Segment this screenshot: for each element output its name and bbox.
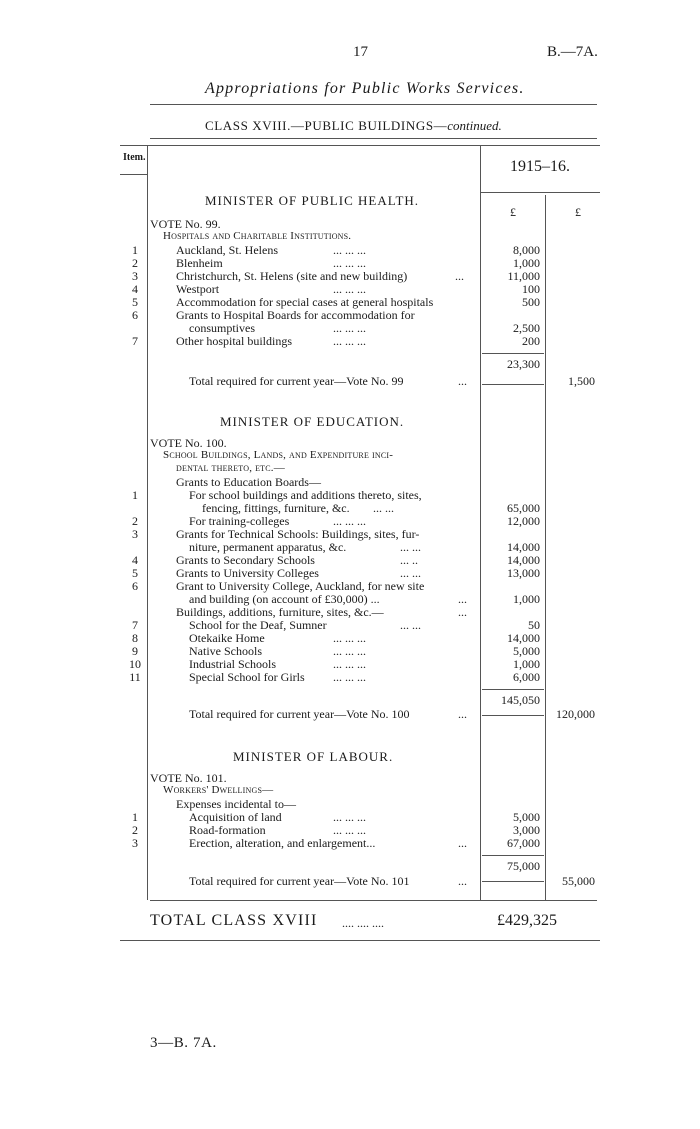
item-number: 3 xyxy=(132,269,138,283)
leader-dots: ... .. xyxy=(400,553,418,567)
section-title-labour: MINISTER OF LABOUR. xyxy=(233,749,394,764)
item-number: 4 xyxy=(132,282,138,296)
total-label-health: Total required for current year—Vote No. 99 xyxy=(189,374,404,388)
leader-dots: ... ... ... xyxy=(333,514,366,528)
year-header: 1915–16. xyxy=(510,158,570,175)
item-amount: 11,000 xyxy=(507,269,540,283)
leader-dots: ... ... xyxy=(400,618,421,632)
total-prev-health: 1,500 xyxy=(568,374,595,388)
item-number: 9 xyxy=(132,644,138,658)
section-title-health: MINISTER OF PUBLIC HEALTH. xyxy=(205,193,420,208)
item-amount: 14,000 xyxy=(507,540,540,554)
item-number: 2 xyxy=(132,823,138,837)
subtotal-labour: 75,000 xyxy=(507,859,540,873)
title-rule xyxy=(150,104,597,105)
subtotal-health: 23,300 xyxy=(507,357,540,371)
page-title: Appropriations for Public Works Services. xyxy=(205,80,525,97)
item-description: Otekaike Home xyxy=(189,631,265,645)
item-amount: 67,000 xyxy=(507,836,540,850)
leader-dots: ... ... xyxy=(373,501,394,515)
item-number: 3 xyxy=(132,836,138,850)
item-number: 4 xyxy=(132,553,138,567)
total-prev-education: 120,000 xyxy=(556,707,595,721)
leader-dots: ... ... ... xyxy=(333,644,366,658)
item-amount: 6,000 xyxy=(513,670,540,684)
leader-dots: ... ... xyxy=(400,566,421,580)
item-description: Accommodation for special cases at general hospitals xyxy=(176,295,434,309)
item-description: For school buildings and additions thereto, sites, xyxy=(189,488,422,502)
item-description: Other hospital buildings xyxy=(176,334,292,348)
year-header-rule xyxy=(480,192,600,193)
leader-dots: ... xyxy=(458,707,467,721)
item-description: Blenheim xyxy=(176,256,223,270)
subtotal-underline xyxy=(482,715,544,716)
item-number: 10 xyxy=(129,657,141,671)
section-title-education: MINISTER OF EDUCATION. xyxy=(220,414,405,429)
vote-100-heading: VOTE No. 100. xyxy=(150,436,227,450)
item-description: Buildings, additions, furniture, sites, &c.— xyxy=(176,605,384,619)
item-number: 2 xyxy=(132,514,138,528)
item-description: Grants to Hospital Boards for accommodation for xyxy=(176,308,415,322)
item-amount: 65,000 xyxy=(507,501,540,515)
leader-dots: ... ... ... xyxy=(333,657,366,671)
table-top-rule xyxy=(120,145,600,146)
grand-total-value: £429,325 xyxy=(497,912,557,929)
item-description: Native Schools xyxy=(189,644,262,658)
item-description: and building (on account of £30,000) ... xyxy=(189,592,380,606)
item-number: 6 xyxy=(132,579,138,593)
item-number: 7 xyxy=(132,334,138,348)
item-amount: 200 xyxy=(522,334,540,348)
item-number: 1 xyxy=(132,488,138,502)
subtotal-education: 145,050 xyxy=(501,693,540,707)
leader-dots: .... .... .... xyxy=(342,916,384,930)
item-description: Westport xyxy=(176,282,220,296)
item-description: Grant to University College, Auckland, for new site xyxy=(176,579,425,593)
total-label-education: Total required for current year—Vote No. 100 xyxy=(189,707,410,721)
item-amount: 13,000 xyxy=(507,566,540,580)
item-description: Christchurch, St. Helens (site and new building) xyxy=(176,269,408,283)
leader-dots: ... xyxy=(455,269,464,283)
item-description: Acquisition of land xyxy=(189,810,282,824)
leader-dots: ... ... ... xyxy=(333,631,366,645)
subtotal-rule xyxy=(482,353,544,354)
item-amount: 8,000 xyxy=(513,243,540,257)
item-amount: 12,000 xyxy=(507,514,540,528)
leader-dots: ... xyxy=(458,374,467,388)
item-amount: 1,000 xyxy=(513,256,540,270)
item-description: Special School for Girls xyxy=(189,670,305,684)
item-description: For training-colleges xyxy=(189,514,290,528)
item-amount: 3,000 xyxy=(513,823,540,837)
subtotal-underline xyxy=(482,384,544,385)
leader-dots: ... ... ... xyxy=(333,243,366,257)
vote-99-heading: VOTE No. 99. xyxy=(150,217,221,231)
item-amount: 1,000 xyxy=(513,592,540,606)
item-amount: 5,000 xyxy=(513,810,540,824)
amount-column-rule xyxy=(480,145,481,900)
item-number: 8 xyxy=(132,631,138,645)
leader-dots: ... ... ... xyxy=(333,823,366,837)
subtotal-underline xyxy=(482,881,544,882)
pound-sign-right: £ xyxy=(575,205,581,219)
total-column-rule xyxy=(545,195,546,900)
item-number: 7 xyxy=(132,618,138,632)
leader-dots: ... xyxy=(458,874,467,888)
item-description: Grants to Education Boards— xyxy=(176,475,321,489)
item-number: 11 xyxy=(129,670,141,684)
leader-dots: ... ... ... xyxy=(333,670,366,684)
item-number: 5 xyxy=(132,566,138,580)
leader-dots: ... ... ... xyxy=(333,810,366,824)
item-number: 1 xyxy=(132,810,138,824)
item-description: Grants to University Colleges xyxy=(176,566,319,580)
item-number: 1 xyxy=(132,243,138,257)
item-amount: 500 xyxy=(522,295,540,309)
item-description: Expenses incidental to— xyxy=(176,797,296,811)
total-prev-labour: 55,000 xyxy=(562,874,595,888)
class-title: CLASS XVIII.—PUBLIC BUILDINGS—continued. xyxy=(205,118,502,133)
page-number: 17 xyxy=(353,44,368,60)
leader-dots: ... xyxy=(458,592,467,606)
item-number: 6 xyxy=(132,308,138,322)
grand-total-bottom-rule xyxy=(120,940,600,941)
item-amount: 14,000 xyxy=(507,631,540,645)
item-description: School for the Deaf, Sumner xyxy=(189,618,327,632)
subhead-school-buildings-cont: dental thereto, etc.— xyxy=(176,462,285,474)
item-amount: 2,500 xyxy=(513,321,540,335)
leader-dots: ... ... ... xyxy=(333,282,366,296)
document-reference: B.—7A. xyxy=(547,44,598,60)
item-amount: 14,000 xyxy=(507,553,540,567)
item-header-rule xyxy=(120,174,148,175)
total-label-labour: Total required for current year—Vote No. 101 xyxy=(189,874,410,888)
leader-dots: ... xyxy=(458,605,467,619)
item-description: consumptives xyxy=(189,321,255,335)
item-number: 3 xyxy=(132,527,138,541)
subtotal-rule xyxy=(482,855,544,856)
subhead-hospitals: Hospitals and Charitable Institutions. xyxy=(163,230,352,242)
subhead-workers-dwellings: Workers' Dwellings— xyxy=(163,784,274,796)
item-description: Erection, alteration, and enlargement... xyxy=(189,836,376,850)
item-number: 2 xyxy=(132,256,138,270)
leader-dots: ... ... ... xyxy=(333,256,366,270)
leader-dots: ... ... ... xyxy=(333,321,366,335)
leader-dots: ... xyxy=(458,836,467,850)
class-title-rule xyxy=(150,138,597,139)
item-description: Auckland, St. Helens xyxy=(176,243,278,257)
subhead-school-buildings: School Buildings, Lands, and Expenditure inci- xyxy=(163,449,394,461)
item-description: niture, permanent apparatus, &c. xyxy=(189,540,347,554)
item-column-header: Item. xyxy=(123,152,146,163)
pound-sign-left: £ xyxy=(510,205,516,219)
subtotal-rule xyxy=(482,689,544,690)
leader-dots: ... ... ... xyxy=(333,334,366,348)
item-amount: 100 xyxy=(522,282,540,296)
item-number: 5 xyxy=(132,295,138,309)
leader-dots: ... ... xyxy=(400,540,421,554)
item-description: fencing, fittings, furniture, &c. xyxy=(202,501,350,515)
vote-101-heading: VOTE No. 101. xyxy=(150,771,227,785)
item-amount: 50 xyxy=(528,618,540,632)
footer-reference: 3—B. 7A. xyxy=(150,1035,217,1051)
item-description: Industrial Schools xyxy=(189,657,276,671)
item-description: Road-formation xyxy=(189,823,266,837)
item-description: Grants to Secondary Schools xyxy=(176,553,315,567)
item-amount: 1,000 xyxy=(513,657,540,671)
item-description: Grants for Technical Schools: Buildings, sites, fur- xyxy=(176,527,420,541)
item-amount: 5,000 xyxy=(513,644,540,658)
item-column-rule xyxy=(147,145,148,900)
grand-total-label: TOTAL CLASS XVIII xyxy=(150,912,318,929)
grand-total-top-rule xyxy=(150,900,597,901)
